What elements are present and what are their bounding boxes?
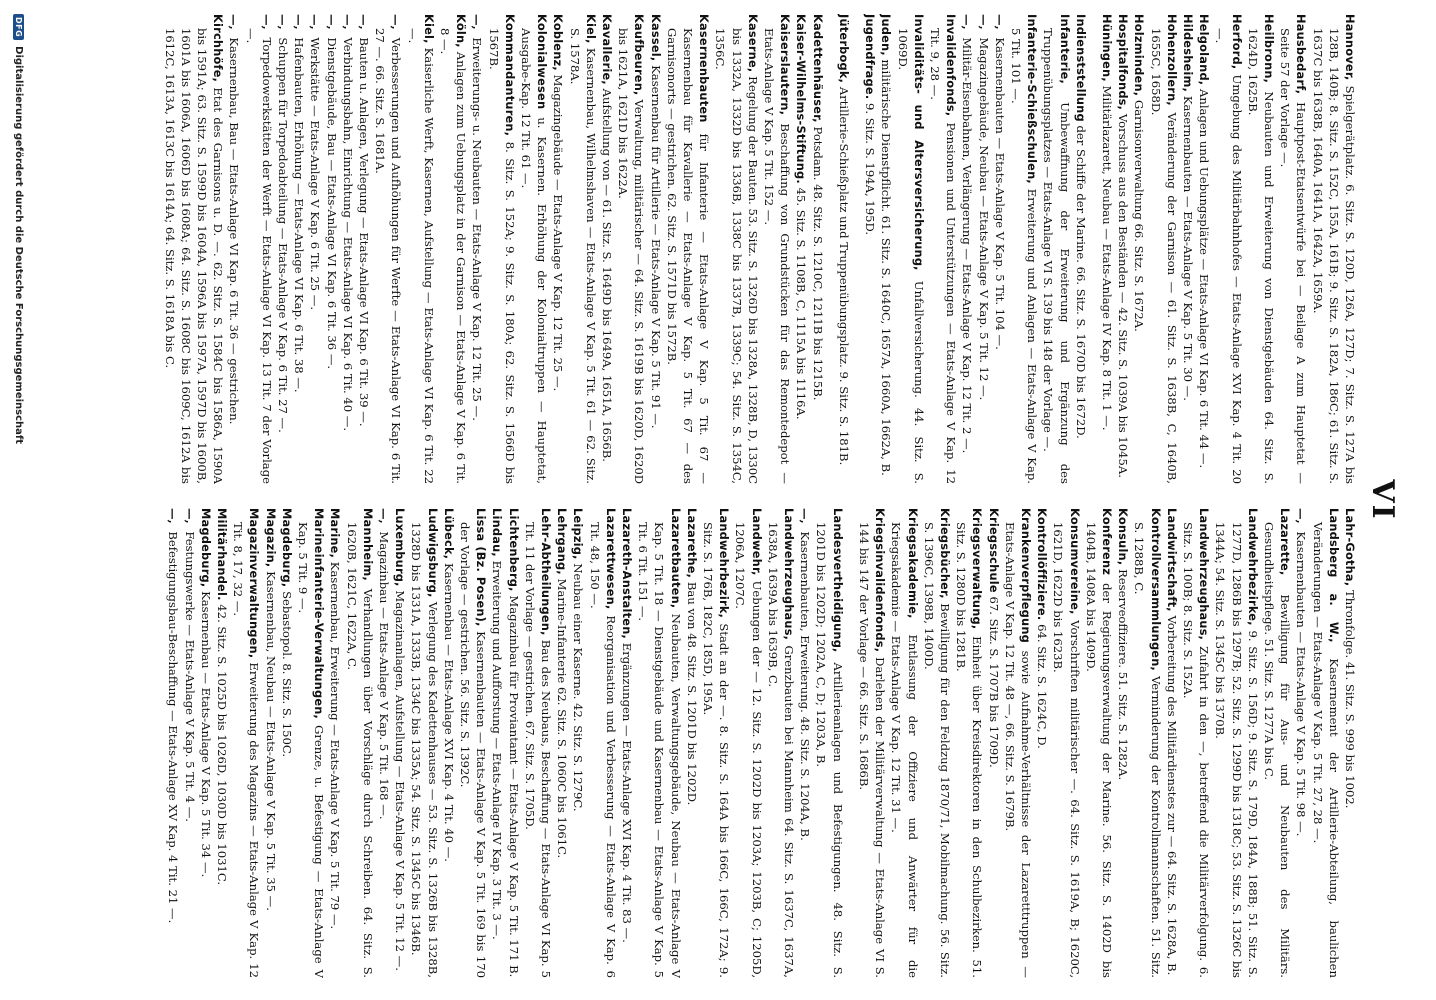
entry-keyword: Landwehr, bbox=[749, 508, 764, 576]
index-entry bbox=[927, 14, 959, 484]
entry-keyword: Indienststellung bbox=[1073, 14, 1088, 122]
entry-keyword: Kadettenhäuser, bbox=[810, 14, 825, 123]
entry-references: Werkstätte — Etats-Anlage V Kap. 6 Tit. 25 —. bbox=[308, 33, 323, 311]
entry-keyword: Kriegsbücher, bbox=[937, 508, 952, 599]
entry-references: Kasernenbauten — Etats-Anlage V Kap. 5 Tit. 104 —. bbox=[992, 33, 1007, 350]
index-entry bbox=[836, 14, 852, 484]
entry-keyword: —, bbox=[340, 14, 355, 30]
entry-references: Aufstellung von — 61. Sitz. S. 1649D bis 1649A, 1651A, 1656B. bbox=[600, 84, 615, 462]
entry-references: Anlagen und Uebungsplätze — Etats-Anlage VI Kap. 6 Tit. 44 —. bbox=[1197, 85, 1212, 469]
entry-keyword: Hildesheim, bbox=[1180, 14, 1195, 93]
entry-keyword: —, bbox=[276, 14, 290, 30]
index-entry bbox=[878, 14, 894, 484]
entry-keyword: Konferenz bbox=[1099, 508, 1114, 576]
index-entry bbox=[856, 508, 888, 978]
entry-references: Hauptpost-Etatsentwürfe bei — Beilage A zum Hauptetat — Seite 57 der Vorlage —. bbox=[1278, 28, 1309, 484]
entry-keyword: Hannover, bbox=[1343, 14, 1357, 81]
entry-references: Verminderung der Kontrollmannschaften. 51. Sitz. S. 1288B, C. bbox=[1132, 522, 1163, 978]
entry-keyword: Kaiserslautern, bbox=[778, 14, 793, 116]
entry-keyword: Kriegsverwaltung, bbox=[970, 508, 985, 630]
entry-keyword: Militärhandel. bbox=[214, 508, 229, 601]
entry-references: Verbesserungen und Aufhöhungen für Werfte — Etats-Anlage VI Kap. 6 Tit. 27 —. 66. Sitz. S. 1681A. bbox=[373, 28, 404, 484]
index-entry bbox=[1083, 508, 1115, 978]
entry-references: Ergänzungen — Etats-Anlage XVI Kap. 4 Tit. 83 —. bbox=[620, 639, 635, 943]
entry-references: Bau des Neubaus, Beschaffung — Etats-Anlage VI Kap. 5 Tit. 11 der Vorlage — gestrichen. 67. Sitz. S. 1705D. bbox=[522, 522, 554, 978]
entry-references: Torpedowerkstätten der Werft — Etats-Anlage VI Kap. 13 Tit. 7 der Vorlage —. bbox=[243, 28, 274, 484]
index-entry bbox=[1196, 14, 1212, 484]
entry-references: 42. Sitz. S. 1025D bis 1026D, 1030D bis 1031C. bbox=[214, 600, 229, 886]
index-entry bbox=[586, 508, 618, 978]
dfg-logo: DFG bbox=[14, 14, 25, 40]
index-entry bbox=[684, 508, 700, 978]
index-entry bbox=[566, 14, 598, 484]
entry-references: 45. Sitz. S. 1108B, C, 1115A bis 1116A. bbox=[794, 183, 809, 420]
entry-references: Reserveoffiziere. 51. Sitz. S. 1282A. bbox=[1116, 565, 1131, 781]
entry-keyword: Leipzig, bbox=[571, 508, 586, 560]
index-entry bbox=[550, 14, 566, 484]
entry-keyword: Magazin, bbox=[263, 508, 278, 568]
index-entry bbox=[1261, 508, 1293, 978]
entry-references: Magazinbau — Etats-Anlage V Kap. 5 Tit. 168 —. bbox=[377, 527, 392, 820]
entry-references: Militärlazarett, Neubau — Etats-Anlage IV Kap. 8 Tit. 1 —. bbox=[1099, 81, 1114, 431]
entry-references: sowie Aufnahme-Verhältnisse der Lazaretttruppen — Etats-Anlage V Kap. 12 Tit. 48 —, 66. Sitz. S. 1679B. bbox=[1002, 522, 1033, 978]
entry-references: Bau von 48. Sitz. S. 1201D bis 1202D. bbox=[684, 578, 699, 806]
entry-references: 9. Sitz. S. 194A, 195D. bbox=[863, 99, 878, 236]
index-entry bbox=[161, 14, 226, 484]
entry-keyword: Mannheim, bbox=[360, 508, 375, 581]
index-entry bbox=[262, 508, 278, 978]
index-column-left bbox=[28, 14, 1358, 484]
entry-references: Bauten u. Anlagen, Verlegung — Etats-Anlage VI Kap. 6 Tit. 39 —. bbox=[357, 33, 372, 427]
entry-references: Vorbereitung des Militärdienstes zur — 64. Sitz. S. 1628A, B. bbox=[1164, 611, 1179, 976]
index-entry bbox=[554, 508, 570, 978]
entry-keyword: —, bbox=[166, 508, 181, 524]
index-entry bbox=[712, 14, 761, 484]
entry-references: Erweiterung des Magazins — Etats-Anlage V Kap. 12 Tit. 8, 17, 32 —. bbox=[231, 522, 262, 978]
index-entry bbox=[441, 508, 457, 978]
index-entry bbox=[1034, 508, 1050, 978]
index-column-right bbox=[28, 508, 1358, 978]
index-entry bbox=[1040, 14, 1072, 484]
entry-keyword: Landwehrbezirk, bbox=[717, 508, 732, 619]
entry-keyword: Lazarettwesen, bbox=[603, 508, 618, 610]
index-entry bbox=[214, 508, 230, 978]
entry-keyword: Köln, bbox=[454, 14, 469, 48]
entry-references: Entlassung der Offiziere und Anwärter für die Kriegsakademie — Etats-Anlage V Kap. 12 Tit. 31 —. bbox=[889, 522, 920, 978]
index-subentry bbox=[226, 14, 242, 484]
entry-references: Pensionen und Unterstützungen — Etats-Anlage V Kap. 12 Tit. 9, 28 —. bbox=[927, 28, 959, 484]
entry-keyword: Hospitalfonds, bbox=[1116, 14, 1131, 111]
index-entry bbox=[1164, 508, 1180, 978]
index-entry bbox=[599, 14, 615, 484]
index-entry bbox=[1309, 508, 1341, 978]
entry-references: Kaiserliche Werft, Kasernen, Aufstellung — Etats-Anlage VI Kap. 6 Tit. 22 —. bbox=[405, 28, 436, 484]
entry-references: Bewilligung für den Feldzug 1870/71, Mobilmachung. 56. Sitz. S. 1396C, 1398B, 1400D. bbox=[921, 522, 952, 978]
entry-references: Kasernenbau, Bau — Etats-Anlage VI Kap. 6 Tit. 36 — gestrichen. bbox=[227, 33, 242, 425]
index-entry bbox=[408, 508, 440, 978]
entry-references: Regelung der Bauten. 53. Sitz. S. 1326D bis 1328A, 1328B, D, 1330C bis 1332A, 1332D bis 1336B, 1338C bis 1337B, 1339C; 54. Sitz. S. 1354C, 1356C. bbox=[713, 28, 760, 484]
entry-keyword: Landwirtschaft, bbox=[1164, 508, 1179, 612]
entry-keyword: Marine, bbox=[328, 508, 343, 559]
entry-keyword: Kontrollöffiziere. bbox=[1035, 508, 1050, 621]
index-entry bbox=[1131, 508, 1163, 978]
entry-references: Umbewaffnung der Erweiterung und Ergänzung des Truppenübungsplatzes — Etats-Anlage VI S. 139 bis 148 der Vorlage —. bbox=[1041, 28, 1072, 484]
entry-references: Kasernenbau, Wilhelmshaven — Etats-Anlage V Kap. 5 Tit. 61 — 62. Sitz. S. 1578A. bbox=[567, 28, 598, 484]
entry-keyword: —, bbox=[292, 14, 307, 30]
index-entry bbox=[437, 14, 469, 484]
index-entry bbox=[953, 508, 985, 978]
entry-references: Verwaltung, militärischer — 64. Sitz. S. 1619B bis 1620D, 1620D bis 1621A, 1621D bis 1622A. bbox=[616, 28, 647, 484]
index-entry bbox=[1002, 508, 1034, 978]
entry-references: Magazingebäude — Etats-Anlage V Kap. 12 Tit. 25 —. bbox=[551, 70, 566, 392]
entry-keyword: Lehrgang, bbox=[555, 508, 570, 575]
entry-keyword: Kasernenbauten bbox=[697, 14, 712, 123]
index-entry bbox=[761, 14, 793, 484]
index-subentry bbox=[323, 14, 339, 484]
entry-keyword: —, bbox=[377, 508, 392, 524]
index-entry bbox=[1147, 14, 1179, 484]
entry-references: Bewilligung für Aus- und Neubauten des Militärs. Gesundheitspflege. 51. Sitz. S. 1277A bis C. bbox=[1261, 522, 1293, 978]
entry-keyword: Jüterbogk, bbox=[836, 14, 851, 84]
entry-keyword: Hüningen, bbox=[1099, 14, 1114, 82]
entry-references: Etat des Garnisons u. D. —. 62. Sitz. S. 1584C bis 1586A, 1590A bis 1591A; 63. Sitz. S. 1599D bis 1604A, 1596A bis 1597A, 1597D bis 1600B, 1601A bis 1606A, 1606D bis 1608A; 64. Sitz. S. 1608C bis 1609C, 1612A bis 1612C, 1613A, 1613C bis 1614A; 64. Sitz. S. 1618A bis C. bbox=[162, 28, 226, 484]
entry-references: Befestigungsbau-Beschaffung — Etats-Anlage XV Kap. 4 Tit. 21 —. bbox=[166, 527, 181, 924]
entry-keyword: Kavallerie, bbox=[600, 14, 615, 85]
index-entry bbox=[615, 14, 647, 484]
entry-references: Sebastopol. 8. Sitz. S. 150C. bbox=[279, 587, 294, 758]
entry-references: Hafenbauten, Erhöhung — Etats-Anlage VI Kap. 6 Tit. 38 —. bbox=[292, 33, 307, 393]
entry-references: Darlehen der Militärverwaltung — Etats-Anlage VI S. 144 bis 147 der Vorlage — 66. Sitz. S. 1686B. bbox=[856, 522, 888, 978]
entry-keyword: Helgoland, bbox=[1197, 14, 1212, 86]
index-entry bbox=[1115, 508, 1131, 978]
entry-references: Thronfolge. 41. Sitz. S. 999 bis 1002. bbox=[1343, 586, 1357, 809]
index-entry bbox=[619, 508, 635, 978]
entry-references: Erweiterung und Aufforstung — Etats-Anlage IV Kap. 3 Tit. 3 —. bbox=[490, 556, 505, 940]
entry-keyword: Heilbronn, bbox=[1261, 14, 1276, 84]
index-entry bbox=[793, 14, 809, 484]
index-entry bbox=[522, 508, 554, 978]
entry-keyword: Luxemburg, bbox=[393, 508, 408, 587]
index-entry bbox=[635, 508, 684, 978]
entry-references: militärische Dienstpflicht. 61. Sitz. S. 1640C, 1657A, 1660A, 1662A, B. bbox=[879, 55, 894, 476]
entry-keyword: Invaliditäts- und Altersversicherung, bbox=[911, 14, 926, 271]
index-subentry bbox=[181, 508, 197, 978]
entry-references: Militär-Eisenbahnen, Verlängerung — Etats-Anlage V Kap. 12 Tit. 2 —. bbox=[960, 33, 975, 454]
index-entry bbox=[1212, 508, 1261, 978]
entry-references: Zufahrt in den —, betreffend die Militärverfolgung. 6. Sitz. S. 100B; 8. Sitz. S. 152A. bbox=[1180, 522, 1212, 978]
index-subentry bbox=[356, 14, 372, 484]
entry-keyword: Landwehrzeughaus, bbox=[782, 508, 797, 641]
index-subentry bbox=[275, 14, 291, 484]
entry-references: Garnisonverwaltung 66. Sitz. S. 1672A. bbox=[1132, 96, 1147, 332]
index-subentry bbox=[340, 14, 356, 484]
index-entry bbox=[700, 508, 732, 978]
entry-keyword: Lazarethe, bbox=[684, 508, 699, 579]
index-entry bbox=[505, 508, 521, 978]
index-subentry bbox=[376, 508, 392, 978]
entry-references: Erweiterung und Anlagen — Etats-Anlage V Kap. 5 Tit. 101 —. bbox=[1008, 28, 1040, 484]
entry-references: Vorschuss aus den Beständen — 42. Sitz. S. 1039A bis 1045A. bbox=[1116, 110, 1131, 478]
entry-references: Grenze, u. Befestigung — Etats-Anlage V Kap. 5 Tit. 9 —. bbox=[296, 522, 327, 978]
index-entry bbox=[295, 508, 327, 978]
entry-keyword: Ludwigsburg, bbox=[425, 508, 440, 598]
entry-keyword: Lazarette, bbox=[1278, 508, 1293, 576]
entry-keyword: Kassel, bbox=[648, 14, 663, 62]
entry-keyword: —, bbox=[182, 508, 197, 524]
entry-keyword: Kaserne, bbox=[745, 14, 760, 73]
entry-references: Neubau einer Kaserne. 42. Sitz. S. 1279C. bbox=[571, 559, 586, 812]
index-entry bbox=[1277, 14, 1309, 484]
entry-references: Kasernenbau, Neubau — Etats-Anlage V Kap. 5 Tit. 35 —. bbox=[263, 567, 278, 911]
entry-references: Kasernenbau — Etats-Anlage XVI Kap. 4 Tit. 40 —. bbox=[441, 559, 456, 862]
index-entry bbox=[1073, 14, 1089, 484]
entry-references: Unfallversicherung. 44. Sitz. S. 1069D. bbox=[895, 28, 926, 484]
index-entry bbox=[518, 14, 550, 484]
entry-references: 9. Sitz. S. 156D; 9. Sitz. S. 179D, 184A, 188B; 51. Sitz. S. 1277D, 1286B bis 1297B; 52. Sitz. S. 1299D bis 1318C; 53. Sitz. S. 1326C bis 1344A; 54. Sitz. S. 1345C bis 1370B. bbox=[1213, 522, 1260, 978]
entry-keyword: Invalidenfonds, bbox=[944, 14, 959, 117]
entry-references: Einheit über Kreisdirektoren in den Schulbezirken. 51. Sitz. S. 1280D bis 1281B. bbox=[954, 522, 985, 978]
entry-keyword: —, bbox=[389, 14, 404, 30]
entry-keyword: Kaufbeuren, bbox=[632, 14, 647, 96]
entry-references: Stadt an der —. 8. Sitz. S. 164A bis 166C, 166C, 172A; 9. Sitz. S. 176B, 182C, 185D, 195A. bbox=[701, 522, 732, 978]
index-entry bbox=[894, 14, 926, 484]
entry-references: Kasernenbau, Erweiterung — Etats-Anlage V Kap. 5 Tit. 79 —. bbox=[328, 558, 343, 930]
digitization-footer bbox=[8, 14, 30, 984]
index-entry bbox=[457, 508, 489, 978]
entry-keyword: Lindau, bbox=[490, 508, 505, 557]
entry-gap bbox=[1089, 14, 1099, 484]
entry-references: Marine-Infanterie 62. Sitz. S. 1060C bis 1061C. bbox=[555, 574, 570, 859]
entry-references: Verlegung des Kadettenhauses — 53. Sitz. S. 1326B bis 1328B, 1328D bis 1331A, 1333B, 1334C bis 1335A; 54. Sitz. S. 1345C bis 1346B. bbox=[409, 522, 440, 978]
entry-references: Kasernenbauten — Etats-Anlage V Kap. 5 Tit. 169 bis 170 der Vorlage — gestrichen. 56. Sitz. S. 1392C. bbox=[458, 522, 489, 978]
index-entry bbox=[1245, 14, 1277, 484]
entry-keyword: —, bbox=[324, 14, 339, 30]
entry-keyword: —, bbox=[357, 14, 372, 30]
entry-references: Veränderung der Garnison — 61. Sitz. S. 1638B, C, 1640B, 1655C, 1658D. bbox=[1148, 28, 1179, 484]
entry-references: Dienstgebäude, Bau — Etats-Anlage VI Kap. 6 Tit. 36 —. bbox=[324, 33, 339, 370]
entry-references: der Regierungsverwaltung der Marine. 56. Sitz. S. 1402D bis 1404B, 1408A bis 1409D. bbox=[1083, 522, 1114, 978]
entry-references: 67. Sitz. S. 1707B bis 1709D. bbox=[986, 592, 1001, 768]
entry-keyword: Hohenzollern, bbox=[1164, 14, 1179, 106]
entry-references: Neubauten, Verwaltungsgebäude, Neubau — Etats-Anlage V Kap. 5 Tit. 18 — Dienstgebäude und Kasernenbau — Etats-Anlage V Kap. 5 Tit. 6 Tit. 151 —. bbox=[636, 522, 683, 978]
index-entry bbox=[327, 508, 343, 978]
entry-references: Magazinbau für Proviantamt — Etats-Anlage V Kap. 5 Tit. 171 B. bbox=[506, 591, 521, 978]
entry-keyword: Lissa (Bz. Posen), bbox=[474, 508, 489, 627]
index-entry bbox=[1309, 14, 1358, 484]
entry-keyword: Lehr-Abtheilungen, bbox=[539, 508, 554, 636]
entry-keyword: Lazaretbauten, bbox=[668, 508, 683, 609]
index-entry bbox=[279, 508, 295, 978]
index-entry bbox=[921, 508, 953, 978]
entry-keyword: Holzminden, bbox=[1132, 14, 1147, 97]
entry-references: Anlagen zum Uebungsplatz in der Garnison — Etats-Anlage V Kap. 6 Tit. 8 —. bbox=[438, 28, 469, 484]
entry-references: Neubauten und Erweiterung von Dienstgebäuden 64. Sitz. S. 1624D, 1625B. bbox=[1245, 28, 1276, 484]
index-entry bbox=[570, 508, 586, 978]
entry-references: Vorschriften militärischer —. 64. Sitz. S. 1619A, B; 1620C, 1621D, 1622D bis 1623B. bbox=[1051, 522, 1082, 978]
entry-keyword: —, bbox=[308, 14, 323, 30]
entry-references: 64. Sitz. S. 1624C, D. bbox=[1035, 620, 1050, 749]
index-entry bbox=[198, 508, 214, 978]
entry-keyword: —, bbox=[227, 14, 242, 30]
entry-references: Uebungen der — 12. Sitz. S. 1202D bis 1203A; 1203B, C; 1205D, 1206A, 1207C. bbox=[733, 522, 764, 978]
entry-keyword: Kiel, bbox=[421, 14, 436, 44]
entry-references: Kasernenbauten — Etats-Anlage V Kap. 5 Tit. 98 —. bbox=[1294, 527, 1309, 837]
entry-keyword: Magdeburg, bbox=[279, 508, 294, 588]
index-entry bbox=[1180, 508, 1212, 978]
index-entry bbox=[1212, 14, 1244, 484]
index-entry bbox=[888, 508, 920, 978]
index-entry bbox=[343, 508, 375, 978]
entry-keyword: Juden, bbox=[879, 14, 894, 56]
index-entry bbox=[485, 14, 517, 484]
entry-references: Umgebung des Militärbahnhofes — Etats-Anlage XVI Kap. 4 Tit. 20 —. bbox=[1213, 28, 1244, 484]
entry-references: Kasernenbau für Artillerie — Etats-Anlage V Kap. 5 Tit. 91 —. bbox=[648, 61, 663, 429]
entry-references: Erweiterungs- u. Neubauten — Etats-Anlage V Kap. 12 Tit. 25 —. bbox=[470, 33, 485, 421]
entry-references: Beschaffung von Grundstücken für das Remontedepot — Etats-Anlage V Kap. 5 Tit. 152 —. bbox=[762, 28, 793, 484]
entry-keyword: Kontrollversammlungen, bbox=[1148, 508, 1163, 672]
entry-keyword: —, bbox=[1294, 508, 1309, 524]
entry-keyword: Herford, bbox=[1229, 14, 1244, 70]
index-entry bbox=[1115, 14, 1131, 484]
entry-keyword: Infanterie-Schießschulen, bbox=[1025, 14, 1040, 184]
entry-references: u. Kasernen. Erhöhung der Kolonialtruppen — Hauptetat, Ausgabe-Kap. 12 Tit. 61 —. bbox=[519, 28, 550, 484]
entry-keyword: —, bbox=[798, 508, 813, 524]
entry-keyword: Kriegsakademie, bbox=[905, 508, 920, 619]
entry-keyword: Kriegsschule bbox=[986, 508, 1001, 593]
index-entry bbox=[404, 14, 436, 484]
entry-references: der Schiffe der Marine. 66. Sitz. S. 1670D bis 1672D. bbox=[1073, 121, 1088, 439]
entry-keyword: Hausbedarf, bbox=[1294, 14, 1309, 95]
entry-keyword: Landwehrzeughaus, bbox=[1197, 508, 1212, 641]
entry-references: Verhandlungen über Vorschläge durch Schreiben. 64. Sitz. S. 1620B, 1621C, 1622A, C. bbox=[344, 522, 375, 978]
entry-references: für Infanterie — Etats-Anlage V Kap. 5 Tit. 67 — Kasernenbau für Kavallerie — Etats-Anlage V Kap. 5 Tit. 67 — des Garnisonorts — gestrichen. 62. Sitz. S. 1571D bis 1572B. bbox=[664, 28, 712, 484]
index-subentry bbox=[372, 14, 404, 484]
entry-keyword: —, bbox=[960, 14, 975, 30]
entry-gap bbox=[846, 508, 856, 978]
entry-keyword: Landsberg a. W., bbox=[1326, 508, 1341, 643]
index-entry bbox=[985, 508, 1001, 978]
entry-keyword: Kolonialwesen bbox=[535, 14, 550, 110]
index-entry bbox=[813, 508, 845, 978]
entry-keyword: Jugendfrage. bbox=[863, 14, 878, 100]
entry-keyword: Landwehrbezirke, bbox=[1245, 508, 1260, 626]
entry-references: Magazinanlagen, Aufstellung — Etats-Anlage V Kap. 5 Tit. 12 —. bbox=[393, 586, 408, 971]
entry-keyword: Lichtenberg, bbox=[506, 508, 521, 592]
index-entry bbox=[1099, 14, 1115, 484]
entry-references: Reorganisation und Verbesserung — Etats-Anlage V Kap. 6 Tit. 48, 150 —. bbox=[587, 522, 618, 978]
index-subentry bbox=[1293, 508, 1309, 978]
entry-keyword: —, bbox=[992, 14, 1007, 30]
entry-references: Spielgerätplatz. 6. Sitz. S. 120D, 126A, 127D; 7. Sitz. S. 127A bis 128B, 140B; 8. Sitz. S. 152C, 155A, 161B; 9. Sitz. S. 182A, 186C; 61. Sitz. S. 1637C bis 1638B, 1640A, 1641A, 1642A, 1659A. bbox=[1310, 28, 1357, 484]
entry-references: Artillerieanlagen und Befestigungen. 48. Sitz. S. 1201D bis 1202D; 1202A, C, D; 1203A, B. bbox=[814, 522, 845, 978]
index-entry bbox=[1050, 508, 1082, 978]
page-number: VI bbox=[1365, 479, 1400, 521]
entry-keyword: Magdeburg, bbox=[198, 508, 213, 588]
entry-keyword: Konsuln, bbox=[1116, 508, 1131, 566]
entry-references: Grenzbauten bei Mannheim 64. Sitz. S. 1637C, 1637A, 1638A, 1639A bis 1639B, C. bbox=[765, 522, 797, 978]
entry-references: Festungswerke — Etats-Anlage V Kap. 5 Tit. 4 —. bbox=[182, 527, 197, 822]
entry-references: Potsdam. 48. Sitz. S. 1210C, 1211B bis 1215B. bbox=[810, 122, 825, 401]
entry-references: Schuppen für Torpedoabteilung — Etats-Anlage V Kap. 6 Tit. 27 —. bbox=[276, 33, 290, 433]
entry-keyword: Lübeck, bbox=[441, 508, 456, 560]
index-subentry bbox=[797, 508, 813, 978]
entry-gap bbox=[852, 14, 862, 484]
entry-keyword: Kommandanturen, bbox=[502, 14, 517, 137]
entry-references: 8. Sitz. S. 152A; 9. Sitz. S. 180A; 62. Sitz. S. 1566D bis 1567B. bbox=[486, 28, 517, 484]
entry-keyword: Kirchhöfe, bbox=[211, 14, 226, 83]
index-entry bbox=[732, 508, 764, 978]
index-entry bbox=[1342, 508, 1358, 978]
index-entry bbox=[1131, 14, 1147, 484]
index-subentry bbox=[469, 14, 485, 484]
entry-keyword: Kaiser-Wilhelms-Stiftung. bbox=[794, 14, 809, 184]
entry-keyword: Koblenz, bbox=[551, 14, 566, 71]
entry-keyword: Krankenverpflegung bbox=[1018, 508, 1033, 643]
entry-references: Verbindungsbahn, Einrichtung — Etats-Anlage VI Kap. 6 Tit. 40 —. bbox=[340, 33, 355, 432]
entry-gap bbox=[826, 14, 836, 484]
index-entry bbox=[1180, 14, 1196, 484]
entry-keyword: Infanterie, bbox=[1057, 14, 1072, 85]
index-subentry bbox=[992, 14, 1008, 484]
entry-keyword: Lahr-Gotha, bbox=[1343, 508, 1357, 587]
index-entry bbox=[489, 508, 505, 978]
index-entry bbox=[647, 14, 663, 484]
index-entry bbox=[810, 14, 826, 484]
entry-keyword: —, bbox=[470, 14, 485, 30]
entry-keyword: —, bbox=[976, 14, 991, 30]
entry-keyword: Konsumvereine, bbox=[1067, 508, 1082, 615]
entry-references: Kasernement der Artillerie-Abteilung, baulichen Veränderungen — Etats-Anlage V Kap. 5 Tit. 27, 28 —. bbox=[1310, 522, 1341, 978]
entry-keyword: Kriegsinvalidenfonds, bbox=[873, 508, 888, 653]
entry-keyword: Kiel, bbox=[583, 14, 598, 44]
entry-keyword: —, bbox=[259, 14, 274, 30]
index-subentry bbox=[165, 508, 181, 978]
index-subentry bbox=[975, 14, 991, 484]
index-entry bbox=[664, 14, 713, 484]
index-entry bbox=[862, 14, 878, 484]
footer-text: Digitalisierung gefördert durch die Deutsche Forschungsgemeinschaft bbox=[13, 46, 25, 445]
index-subentry bbox=[307, 14, 323, 484]
index-entry bbox=[765, 508, 797, 978]
entry-references: Kasernenbauten — Etats-Anlage V Kap. 5 Tit. 30 —. bbox=[1180, 92, 1195, 401]
index-entry bbox=[1008, 14, 1040, 484]
index-subentry bbox=[959, 14, 975, 484]
entry-keyword: Marineinfanterie-Verwaltungen, bbox=[312, 508, 327, 720]
entry-keyword: Landesvertheidigung, bbox=[830, 508, 845, 653]
entry-references: Kasernenbauten, Erweiterung. 48. Sitz. S. 1204A, B. bbox=[798, 527, 813, 841]
entry-references: Artillerie-Schießplatz und Truppenübungsplatz. 9. Sitz. S. 181B. bbox=[836, 83, 851, 466]
index-subentry bbox=[291, 14, 307, 484]
index-subentry bbox=[242, 14, 274, 484]
entry-keyword: Lazareth-Anstalten, bbox=[620, 508, 635, 640]
index-entry bbox=[230, 508, 262, 978]
entry-keyword: Magazinverwaltungen, bbox=[247, 508, 262, 659]
entry-references: Kasernenbau — Etats-Anlage V Kap. 5 Tit. 34 —. bbox=[198, 587, 213, 878]
index-entry bbox=[392, 508, 408, 978]
entry-references: Magazingebäude, Neubau — Etats-Anlage V Kap. 5 Tit. 12 —. bbox=[976, 33, 991, 401]
